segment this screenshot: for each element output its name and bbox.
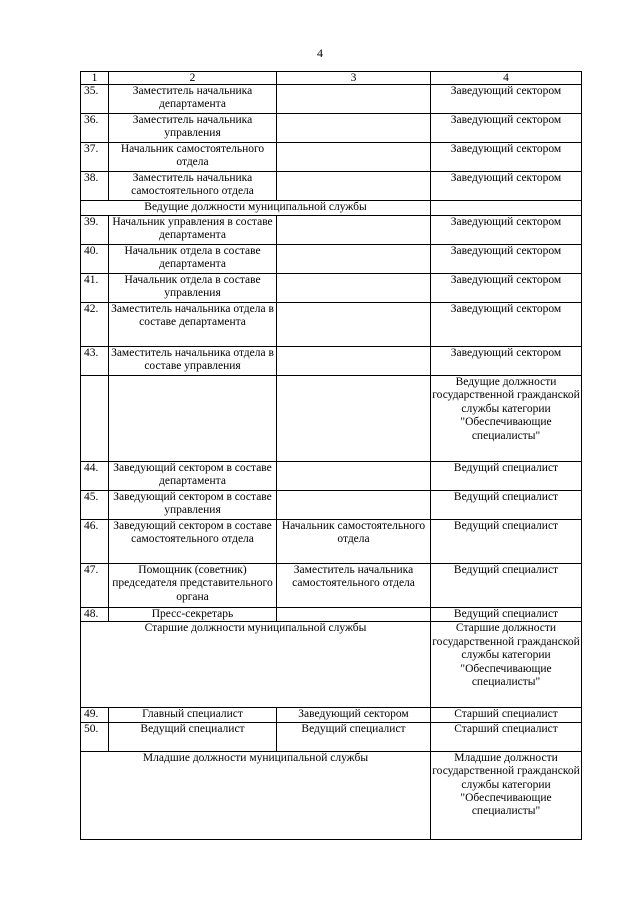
row-number: 39. xyxy=(81,216,109,245)
position-cell: Старший специалист xyxy=(431,708,582,722)
row-number: 48. xyxy=(81,608,109,622)
empty-cell xyxy=(277,376,431,462)
position-cell: Ведущий специалист xyxy=(431,564,582,608)
position-cell: Заместитель начальника управления xyxy=(109,114,277,143)
table-row xyxy=(81,216,582,245)
position-cell: Ведущий специалист xyxy=(431,462,582,491)
position-cell: Заведующий сектором xyxy=(431,85,582,114)
table-row xyxy=(81,85,582,114)
empty-cell xyxy=(81,376,109,462)
table-row xyxy=(81,245,582,274)
table-row xyxy=(81,608,582,622)
table-row xyxy=(81,564,582,608)
row-number: 35. xyxy=(81,85,109,114)
row-number: 44. xyxy=(81,462,109,491)
position-cell: Пресс-секретарь xyxy=(109,608,277,622)
position-cell: Ведущий специалист xyxy=(431,608,582,622)
row-number: 47. xyxy=(81,564,109,608)
position-cell: Начальник самостоятельного отдела xyxy=(277,520,431,564)
row-number: 46. xyxy=(81,520,109,564)
table-row xyxy=(81,722,582,751)
position-cell: Начальник отдела в составе управления xyxy=(109,274,277,303)
row-number: 36. xyxy=(81,114,109,143)
section-heading-municipal: Младшие должности муниципальной службы xyxy=(81,751,431,839)
row-number: 50. xyxy=(81,722,109,751)
position-cell: Заведующий сектором в составе департамента xyxy=(109,462,277,491)
position-cell xyxy=(277,143,431,172)
section-row xyxy=(81,751,582,839)
position-cell: Ведущий специалист xyxy=(431,491,582,520)
page-number: 4 xyxy=(317,46,323,60)
position-cell: Ведущий специалист xyxy=(431,520,582,564)
position-cell: Ведущий специалист xyxy=(109,722,277,751)
section-heading-state: Младшие должности государственной гражданской службы категории "Обеспечивающие специалисты" xyxy=(431,751,582,839)
table-row xyxy=(81,708,582,722)
position-cell xyxy=(277,172,431,201)
section-row xyxy=(81,622,582,708)
position-cell: Заместитель начальника самостоятельного отдела xyxy=(109,172,277,201)
position-cell: Заместитель начальника департамента xyxy=(109,85,277,114)
row-number: 49. xyxy=(81,708,109,722)
position-cell xyxy=(277,608,431,622)
section-row xyxy=(81,376,582,462)
table-row xyxy=(81,143,582,172)
position-cell: Начальник отдела в составе департамента xyxy=(109,245,277,274)
row-number: 42. xyxy=(81,303,109,347)
position-cell: Ведущий специалист xyxy=(277,722,431,751)
table-row xyxy=(81,462,582,491)
section-heading-state: Старшие должности государственной гражданской службы категории "Обеспечивающие специалисты" xyxy=(431,622,582,708)
position-cell xyxy=(277,462,431,491)
position-cell xyxy=(277,491,431,520)
position-cell xyxy=(277,303,431,347)
empty-cell xyxy=(109,376,277,462)
section-heading-state xyxy=(431,201,582,216)
position-cell xyxy=(277,114,431,143)
position-cell xyxy=(277,274,431,303)
position-cell: Заведующий сектором xyxy=(431,245,582,274)
position-cell xyxy=(277,347,431,376)
header-cell: 4 xyxy=(431,72,582,85)
position-cell: Заведующий сектором xyxy=(277,708,431,722)
header-cell: 2 xyxy=(109,72,277,85)
position-cell: Старший специалист xyxy=(431,722,582,751)
position-cell xyxy=(277,245,431,274)
table-row xyxy=(81,347,582,376)
position-cell: Заместитель начальника самостоятельного отдела xyxy=(277,564,431,608)
position-cell: Заместитель начальника отдела в составе управления xyxy=(109,347,277,376)
table-row xyxy=(81,274,582,303)
position-cell: Начальник самостоятельного отдела xyxy=(109,143,277,172)
position-cell: Заведующий сектором xyxy=(431,114,582,143)
row-number: 37. xyxy=(81,143,109,172)
row-number: 40. xyxy=(81,245,109,274)
header-cell: 1 xyxy=(81,72,109,85)
position-cell: Заведующий сектором xyxy=(431,347,582,376)
position-cell: Главный специалист xyxy=(109,708,277,722)
section-heading-municipal: Ведущие должности муниципальной службы xyxy=(81,201,431,216)
section-heading-state: Ведущие должности государственной гражданской службы категории "Обеспечивающие специалисты" xyxy=(431,376,582,462)
table-header-row xyxy=(81,72,582,85)
positions-table xyxy=(80,71,582,840)
row-number: 45. xyxy=(81,491,109,520)
header-cell: 3 xyxy=(277,72,431,85)
position-cell: Заведующий сектором xyxy=(431,274,582,303)
position-cell: Заместитель начальника отдела в составе департамента xyxy=(109,303,277,347)
position-cell: Помощник (советник) председателя представительного органа xyxy=(109,564,277,608)
section-heading-municipal: Старшие должности муниципальной службы xyxy=(81,622,431,708)
table-row xyxy=(81,172,582,201)
position-cell: Заведующий сектором xyxy=(431,216,582,245)
position-cell xyxy=(277,216,431,245)
position-cell xyxy=(277,85,431,114)
table-row xyxy=(81,520,582,564)
row-number: 41. xyxy=(81,274,109,303)
table-row xyxy=(81,303,582,347)
table-row xyxy=(81,491,582,520)
table-row xyxy=(81,114,582,143)
position-cell: Заведующий сектором xyxy=(431,172,582,201)
row-number: 43. xyxy=(81,347,109,376)
position-cell: Заведующий сектором в составе управления xyxy=(109,491,277,520)
position-cell: Заведующий сектором xyxy=(431,303,582,347)
position-cell: Заведующий сектором в составе самостоятельного отдела xyxy=(109,520,277,564)
position-cell: Начальник управления в составе департамента xyxy=(109,216,277,245)
position-cell: Заведующий сектором xyxy=(431,143,582,172)
row-number: 38. xyxy=(81,172,109,201)
section-row xyxy=(81,201,582,216)
